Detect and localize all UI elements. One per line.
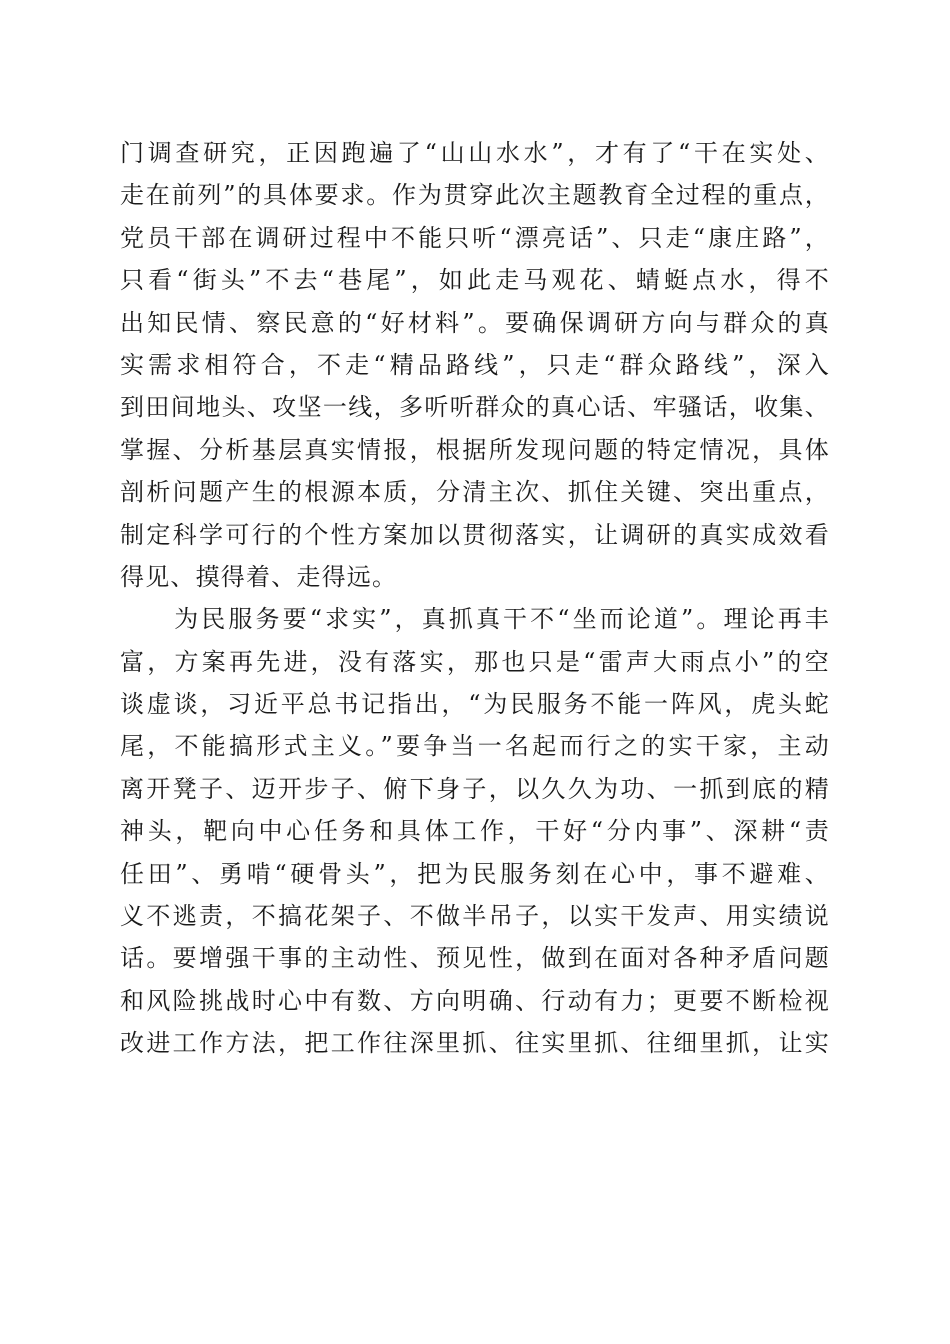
text-line: 掌握、分析基层真实情报，根据所发现问题的特定情况，具体 — [120, 435, 830, 464]
text-line: 和风险挑战时心中有数、方向明确、行动有力；更要不断检视 — [120, 986, 830, 1015]
text-line: 剖析问题产生的根源本质，分清主次、抓住关键、突出重点， — [120, 478, 830, 507]
paragraph-start-line: 为民服务要“求实”，真抓真干不“坐而论道”。理论再丰 — [120, 605, 830, 634]
text-line: 制定科学可行的个性方案加以贯彻落实，让调研的真实成效看 — [120, 520, 830, 549]
text-line: 到田间地头、攻坚一线，多听听群众的真心话、牢骚话，收集、 — [120, 393, 830, 422]
text-line: 神头，靶向中心任务和具体工作，干好“分内事”、深耕“责 — [120, 817, 830, 846]
text-line: 任田”、勇啃“硬骨头”，把为民服务刻在心中，事不避难、 — [120, 859, 830, 888]
text-line: 富，方案再先进，没有落实，那也只是“雷声大雨点小”的空 — [120, 647, 830, 676]
text-line: 门调查研究，正因跑遍了“山山水水”，才有了“干在实处、 — [120, 139, 830, 167]
text-line: 出知民情、察民意的“好材料”。要确保调研方向与群众的真 — [120, 308, 830, 337]
text-line: 尾，不能搞形式主义。”要争当一名起而行之的实干家，主动 — [120, 732, 830, 761]
body-text — [120, 132, 830, 1065]
text-line: 走在前列”的具体要求。作为贯穿此次主题教育全过程的重点， — [120, 181, 830, 210]
text-line: 改进工作方法，把工作往深里抓、往实里抓、往细里抓，让实 — [120, 1029, 830, 1058]
text-line: 话。要增强干事的主动性、预见性，做到在面对各种矛盾问题 — [120, 944, 830, 973]
text-line: 谈虚谈，习近平总书记指出，“为民服务不能一阵风，虎头蛇 — [120, 690, 830, 719]
paragraph-end-line: 得见、摸得着、走得远。 — [120, 562, 398, 591]
text-line: 实需求相符合，不走“精品路线”，只走“群众路线”，深入 — [120, 350, 830, 379]
text-line: 义不逃责，不搞花架子、不做半吊子，以实干发声、用实绩说 — [120, 902, 830, 931]
text-line: 党员干部在调研过程中不能只听“漂亮话”、只走“康庄路”， — [120, 223, 830, 252]
text-line: 只看“街头”不去“巷尾”，如此走马观花、蜻蜓点水，得不 — [120, 266, 830, 295]
text-line: 离开凳子、迈开步子、俯下身子，以久久为功、一抓到底的精 — [120, 774, 830, 803]
